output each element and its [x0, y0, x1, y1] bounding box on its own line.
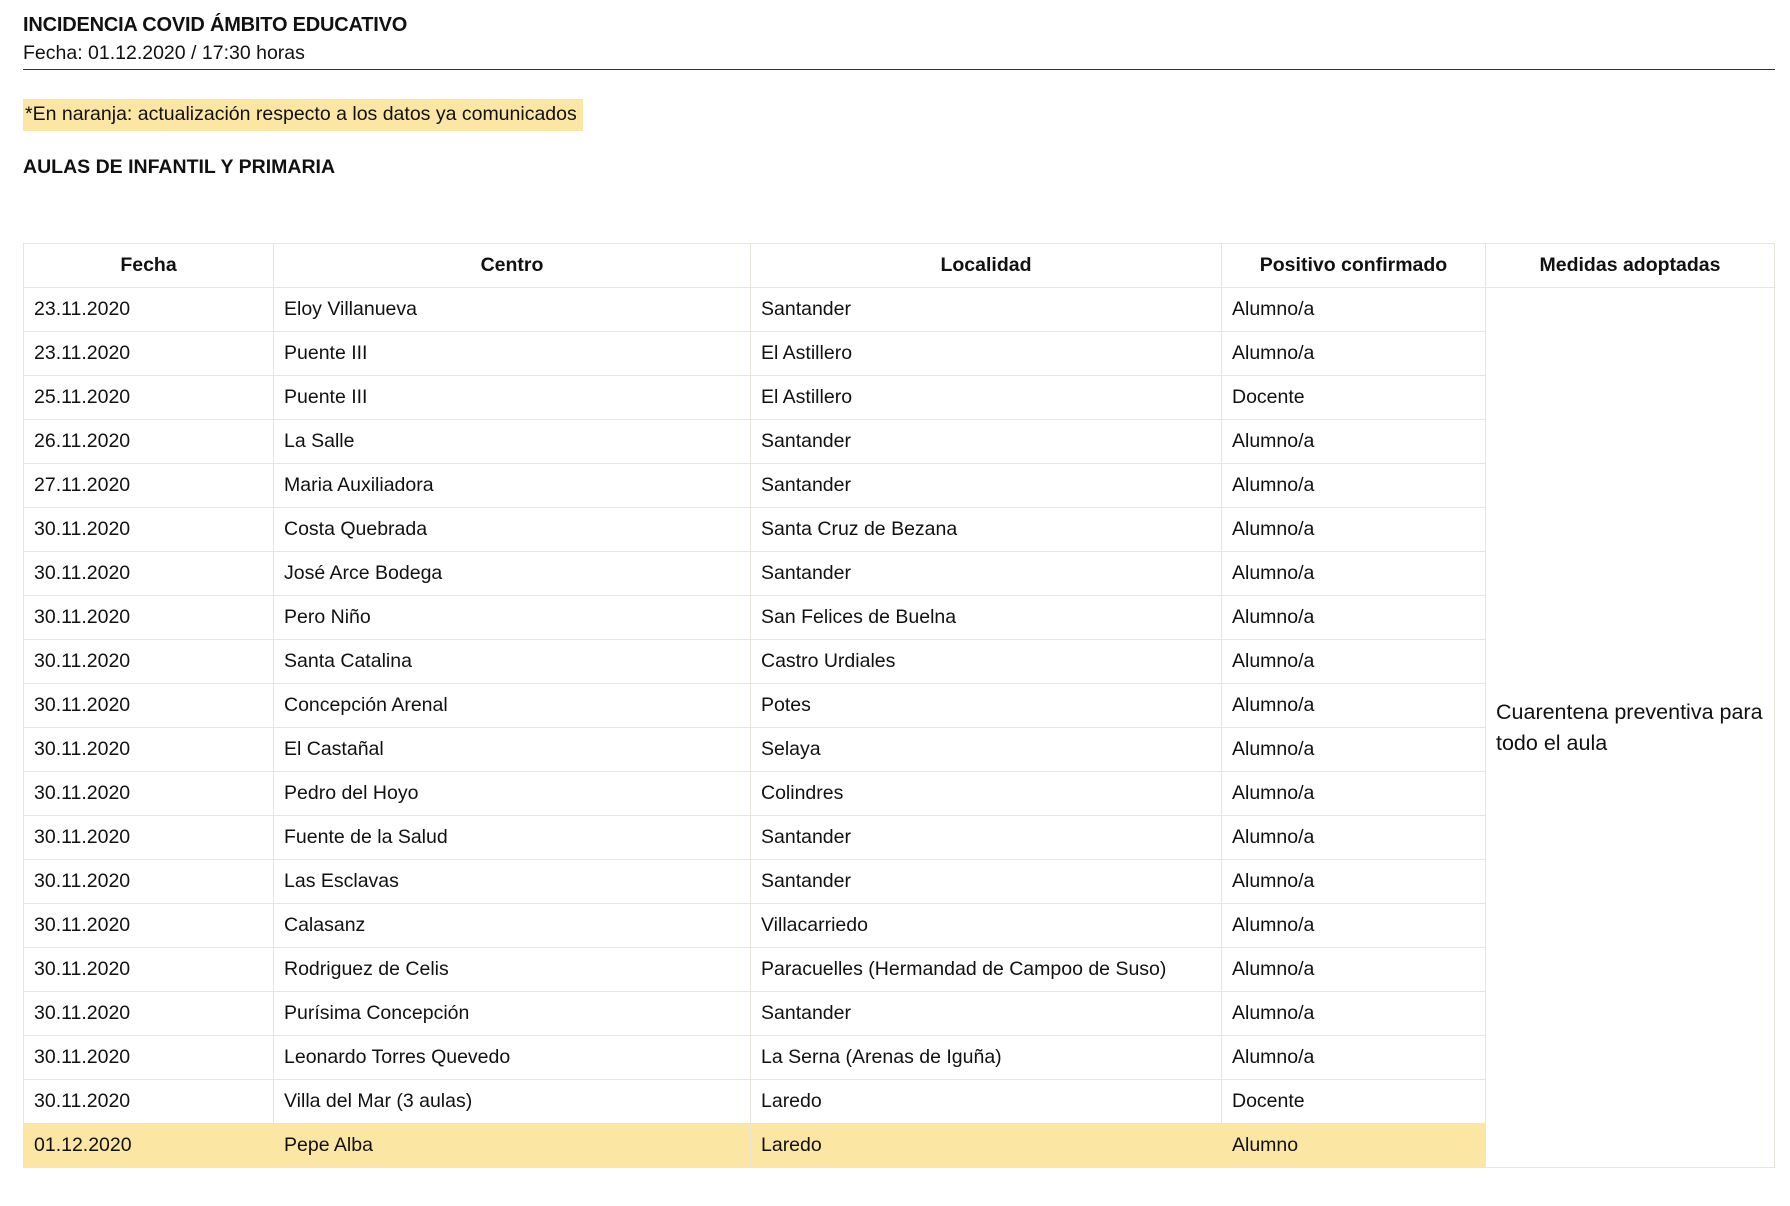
- table-header-row: [24, 244, 1775, 288]
- cell-centro: Puente III: [274, 332, 751, 376]
- cell-localidad: El Astillero: [751, 376, 1222, 420]
- cell-positivo: Docente: [1222, 376, 1486, 420]
- cell-positivo: Alumno/a: [1222, 464, 1486, 508]
- cell-localidad: Laredo: [751, 1124, 1222, 1168]
- table-body: [24, 288, 1775, 1168]
- cell-centro: La Salle: [274, 420, 751, 464]
- cell-positivo: Alumno/a: [1222, 552, 1486, 596]
- cell-centro: Leonardo Torres Quevedo: [274, 1036, 751, 1080]
- column-header-localidad: Localidad: [751, 244, 1222, 288]
- cell-centro: Pepe Alba: [274, 1124, 751, 1168]
- cell-centro: Concepción Arenal: [274, 684, 751, 728]
- cell-positivo: Alumno/a: [1222, 508, 1486, 552]
- cell-centro: Rodriguez de Celis: [274, 948, 751, 992]
- document-date: Fecha: 01.12.2020 / 17:30 horas: [23, 42, 305, 64]
- cell-positivo: Alumno: [1222, 1124, 1486, 1168]
- cell-localidad: El Astillero: [751, 332, 1222, 376]
- cell-localidad: Castro Urdiales: [751, 640, 1222, 684]
- cell-localidad: Colindres: [751, 772, 1222, 816]
- cell-fecha: 30.11.2020: [24, 1036, 274, 1080]
- cell-fecha: 26.11.2020: [24, 420, 274, 464]
- cell-positivo: Alumno/a: [1222, 684, 1486, 728]
- cell-localidad: Santander: [751, 860, 1222, 904]
- cell-positivo: Docente: [1222, 1080, 1486, 1124]
- cell-centro: Fuente de la Salud: [274, 816, 751, 860]
- cell-positivo: Alumno/a: [1222, 640, 1486, 684]
- cell-positivo: Alumno/a: [1222, 816, 1486, 860]
- cell-positivo: Alumno/a: [1222, 1036, 1486, 1080]
- cell-positivo: Alumno/a: [1222, 860, 1486, 904]
- cell-localidad: Santander: [751, 816, 1222, 860]
- incidence-table: [23, 243, 1775, 1168]
- cell-fecha: 30.11.2020: [24, 1080, 274, 1124]
- cell-fecha: 30.11.2020: [24, 728, 274, 772]
- cell-centro: El Castañal: [274, 728, 751, 772]
- cell-positivo: Alumno/a: [1222, 420, 1486, 464]
- cell-localidad: Potes: [751, 684, 1222, 728]
- cell-centro: Las Esclavas: [274, 860, 751, 904]
- column-header-medidas: Medidas adoptadas: [1486, 244, 1775, 288]
- cell-fecha: 30.11.2020: [24, 596, 274, 640]
- cell-centro: Eloy Villanueva: [274, 288, 751, 332]
- cell-centro: Purísima Concepción: [274, 992, 751, 1036]
- cell-medidas: Cuarentena preventiva para todo el aula: [1486, 288, 1775, 1168]
- cell-centro: Pero Niño: [274, 596, 751, 640]
- cell-fecha: 30.11.2020: [24, 904, 274, 948]
- document-title: INCIDENCIA COVID ÁMBITO EDUCATIVO: [23, 14, 408, 36]
- cell-fecha: 30.11.2020: [24, 772, 274, 816]
- cell-fecha: 23.11.2020: [24, 332, 274, 376]
- cell-positivo: Alumno/a: [1222, 992, 1486, 1036]
- cell-localidad: Paracuelles (Hermandad de Campoo de Suso): [751, 948, 1222, 992]
- cell-localidad: Laredo: [751, 1080, 1222, 1124]
- cell-localidad: La Serna (Arenas de Iguña): [751, 1036, 1222, 1080]
- cell-centro: Pedro del Hoyo: [274, 772, 751, 816]
- cell-positivo: Alumno/a: [1222, 904, 1486, 948]
- section-title: AULAS DE INFANTIL Y PRIMARIA: [23, 156, 336, 178]
- cell-fecha: 30.11.2020: [24, 684, 274, 728]
- cell-localidad: Santander: [751, 464, 1222, 508]
- cell-centro: Costa Quebrada: [274, 508, 751, 552]
- cell-positivo: Alumno/a: [1222, 288, 1486, 332]
- column-header-fecha: Fecha: [24, 244, 274, 288]
- table-row: [24, 288, 1775, 332]
- cell-fecha: 30.11.2020: [24, 992, 274, 1036]
- column-header-centro: Centro: [274, 244, 751, 288]
- cell-localidad: Santander: [751, 552, 1222, 596]
- cell-fecha: 23.11.2020: [24, 288, 274, 332]
- cell-centro: Maria Auxiliadora: [274, 464, 751, 508]
- cell-localidad: San Felices de Buelna: [751, 596, 1222, 640]
- cell-localidad: Santander: [751, 992, 1222, 1036]
- cell-localidad: Selaya: [751, 728, 1222, 772]
- cell-centro: Puente III: [274, 376, 751, 420]
- cell-positivo: Alumno/a: [1222, 596, 1486, 640]
- column-header-positivo: Positivo confirmado: [1222, 244, 1486, 288]
- cell-fecha: 30.11.2020: [24, 640, 274, 684]
- cell-positivo: Alumno/a: [1222, 728, 1486, 772]
- cell-localidad: Villacarriedo: [751, 904, 1222, 948]
- cell-localidad: Santa Cruz de Bezana: [751, 508, 1222, 552]
- cell-positivo: Alumno/a: [1222, 772, 1486, 816]
- cell-localidad: Santander: [751, 288, 1222, 332]
- update-note: *En naranja: actualización respecto a los datos ya comunicados: [23, 99, 583, 131]
- cell-positivo: Alumno/a: [1222, 948, 1486, 992]
- cell-positivo: Alumno/a: [1222, 332, 1486, 376]
- cell-fecha: 30.11.2020: [24, 552, 274, 596]
- cell-localidad: Santander: [751, 420, 1222, 464]
- cell-centro: Villa del Mar (3 aulas): [274, 1080, 751, 1124]
- cell-fecha: 01.12.2020: [24, 1124, 274, 1168]
- cell-centro: Santa Catalina: [274, 640, 751, 684]
- cell-centro: José Arce Bodega: [274, 552, 751, 596]
- cell-fecha: 30.11.2020: [24, 508, 274, 552]
- cell-fecha: 27.11.2020: [24, 464, 274, 508]
- cell-fecha: 30.11.2020: [24, 948, 274, 992]
- cell-fecha: 30.11.2020: [24, 860, 274, 904]
- cell-fecha: 30.11.2020: [24, 816, 274, 860]
- cell-centro: Calasanz: [274, 904, 751, 948]
- header-divider: [23, 69, 1775, 70]
- cell-fecha: 25.11.2020: [24, 376, 274, 420]
